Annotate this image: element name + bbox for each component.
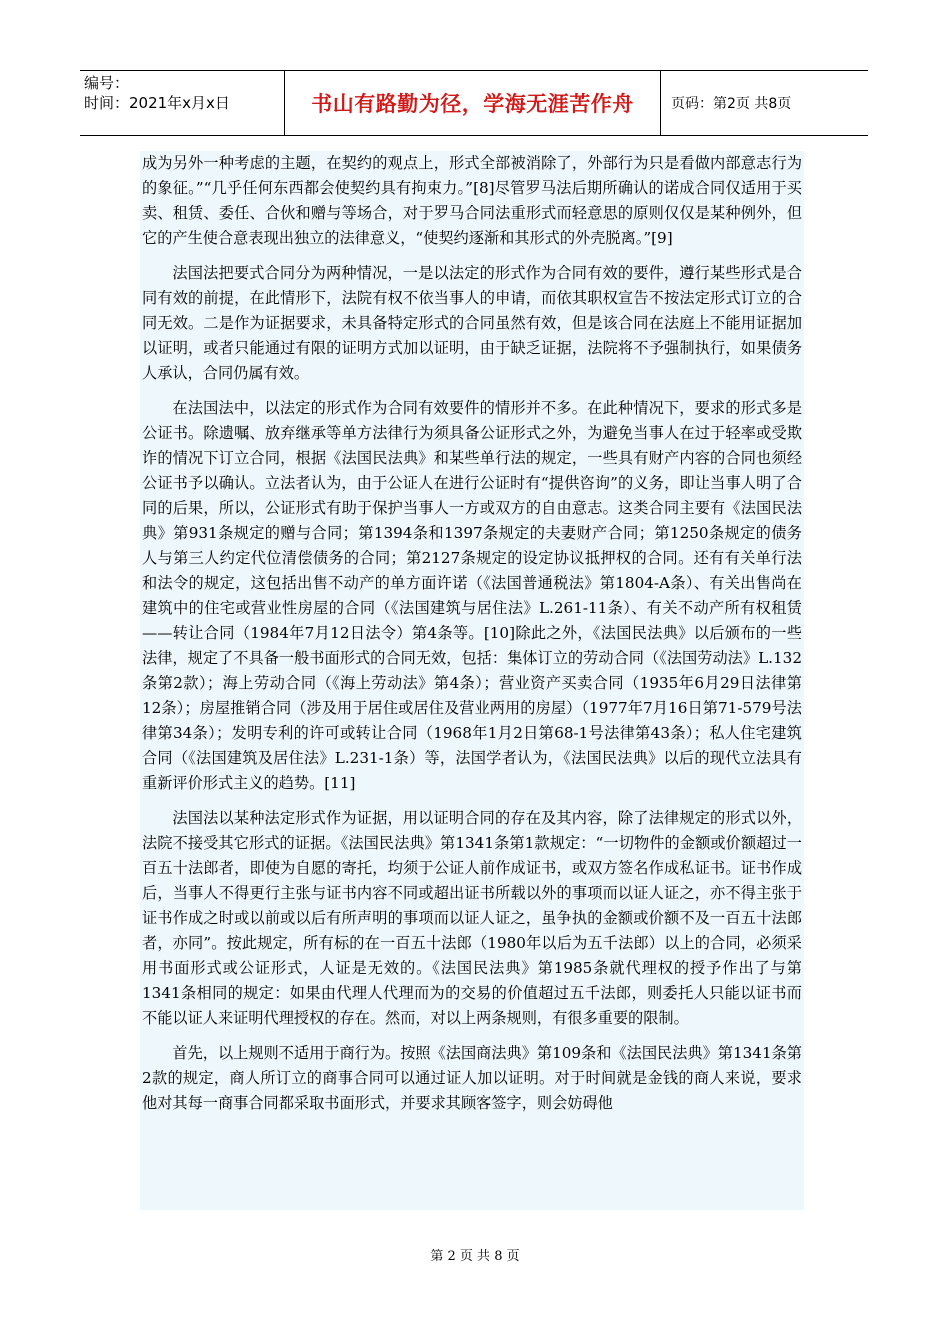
page-footer: 第 2 页 共 8 页 [430, 1249, 520, 1264]
paragraph: 法国法以某种法定形式作为证据，用以证明合同的存在及其内容，除了法律规定的形式以外，法院不接受其它形式的证据。《法国民法典》第1341条第1款规定：“一切物件的金额或价额超过一百五十法郎者，即使为自愿的寄托，均须于公证人前作成证书，或双方签名作成私证书。证书作成后，当事人不得更行主张与证书内容不同或超出证书所载以外的事项而以证人证之，亦不得主张于证书作成之时或以前或以后有所声明的事项而以证人证之，虽争执的金额或价额不及一百五十法郎者，亦同”。按此规定，所有标的在一百五十法郎（1980年以后为五千法郎）以上的合同，必须采用书面形式或公证形式，人证是无效的。《法国民法典》第1985条就代理权的授予作出了与第1341条相同的规定：如果由代理人代理而为的交易的价值超过五千法郎，则委托人只能以证书而不能以证人来证明代理授权的存在。然而，对以上两条规则，有很多重要的限制。 [142, 809, 802, 1027]
time-label: 时间：2021年x月x日 [84, 94, 230, 112]
number-label: 编号： [84, 74, 130, 92]
paragraph: 成为另外一种考虑的主题，在契约的观点上，形式全部被消除了，外部行为只是看做内部意志行为的象征。”“几乎任何东西都会使契约具有拘束力。”[8]尽管罗马法后期所确认的诺成合同仅适用于买卖、租赁、委任、合伙和赠与等场合，对于罗马合同法重形式而轻意思的原则仅仅是某种例外，但它的产生使合意表现出独立的法律意义，“使契约逐渐和其形式的外壳脱离。”[9] [142, 154, 802, 247]
document-body [140, 151, 804, 1210]
header-page-label: 页码：第2页 共8页 [671, 96, 792, 112]
page-header [80, 70, 868, 136]
paragraph: 在法国法中，以法定的形式作为合同有效要件的情形并不多。在此种情况下，要求的形式多是公证书。除遗嘱、放弃继承等单方法律行为须具备公证形式之外，为避免当事人在过于轻率或受欺诈的情况下订立合同，根据《法国民法典》和某些单行法的规定，一些具有财产内容的合同也须经公证书予以确认。立法者认为，由于公证人在进行公证时有“提供咨询”的义务，即让当事人明了合同的后果，所以，公证形式有助于保护当事人一方或双方的自由意志。这类合同主要有《法国民法典》第931条规定的赠与合同；第1394条和1397条规定的夫妻财产合同；第1250条规定的债务人与第三人约定代位清偿债务的合同；第2127条规定的设定协议抵押权的合同。还有有关单行法和法令的规定，这包括出售不动产的单方面许诺（《法国普通税法》第1804-A条）、有关出售尚在建筑中的住宅或营业性房屋的合同（《法国建筑与居住法》L.261-11条）、有关不动产所有权租赁——转让合同（1984年7月12日法令）第4条等。[10]除此之外，《法国民法典》以后颁布的一些法律，规定了不具备一般书面形式的合同无效，包括：集体订立的劳动合同（《法国劳动法》L.132条第2款）；海上劳动合同（《海上劳动法》第4条）；营业资产买卖合同（1935年6月29日法律第12条）；房屋推销合同（涉及用于居住或居住及营业两用的房屋）（1977年7月16日第71-579号法律第34条）；发明专利的许可或转让合同（1968年1月2日第68-1号法律第43条）；私人住宅建筑合同（《法国建筑及居住法》L.231-1条）等，法国学者认为，《法国民法典》以后的现代立法具有重新评价形式主义的趋势。[11] [142, 399, 802, 792]
header-motto: 书山有路勤为径，学海无涯苦作舟 [285, 71, 661, 135]
paragraph: 法国法把要式合同分为两种情况，一是以法定的形式作为合同有效的要件，遵行某些形式是合同有效的前提，在此情形下，法院有权不依当事人的申请，而依其职权宣告不按法定形式订立的合同无效。二是作为证据要求，未具备特定形式的合同虽然有效，但是该合同在法庭上不能用证据加以证明，或者只能通过有限的证明方式加以证明，由于缺乏证据，法院将不予强制执行，如果债务人承认，合同仍属有效。 [142, 264, 802, 382]
paragraph: 首先，以上规则不适用于商行为。按照《法国商法典》第109条和《法国民法典》第1341条第2款的规定，商人所订立的商事合同可以通过证人加以证明。对于时间就是金钱的商人来说，要求他对其每一商事合同都采取书面形式，并要求其顾客签字，则会妨碍他 [142, 1044, 802, 1112]
header-meta [80, 71, 285, 135]
